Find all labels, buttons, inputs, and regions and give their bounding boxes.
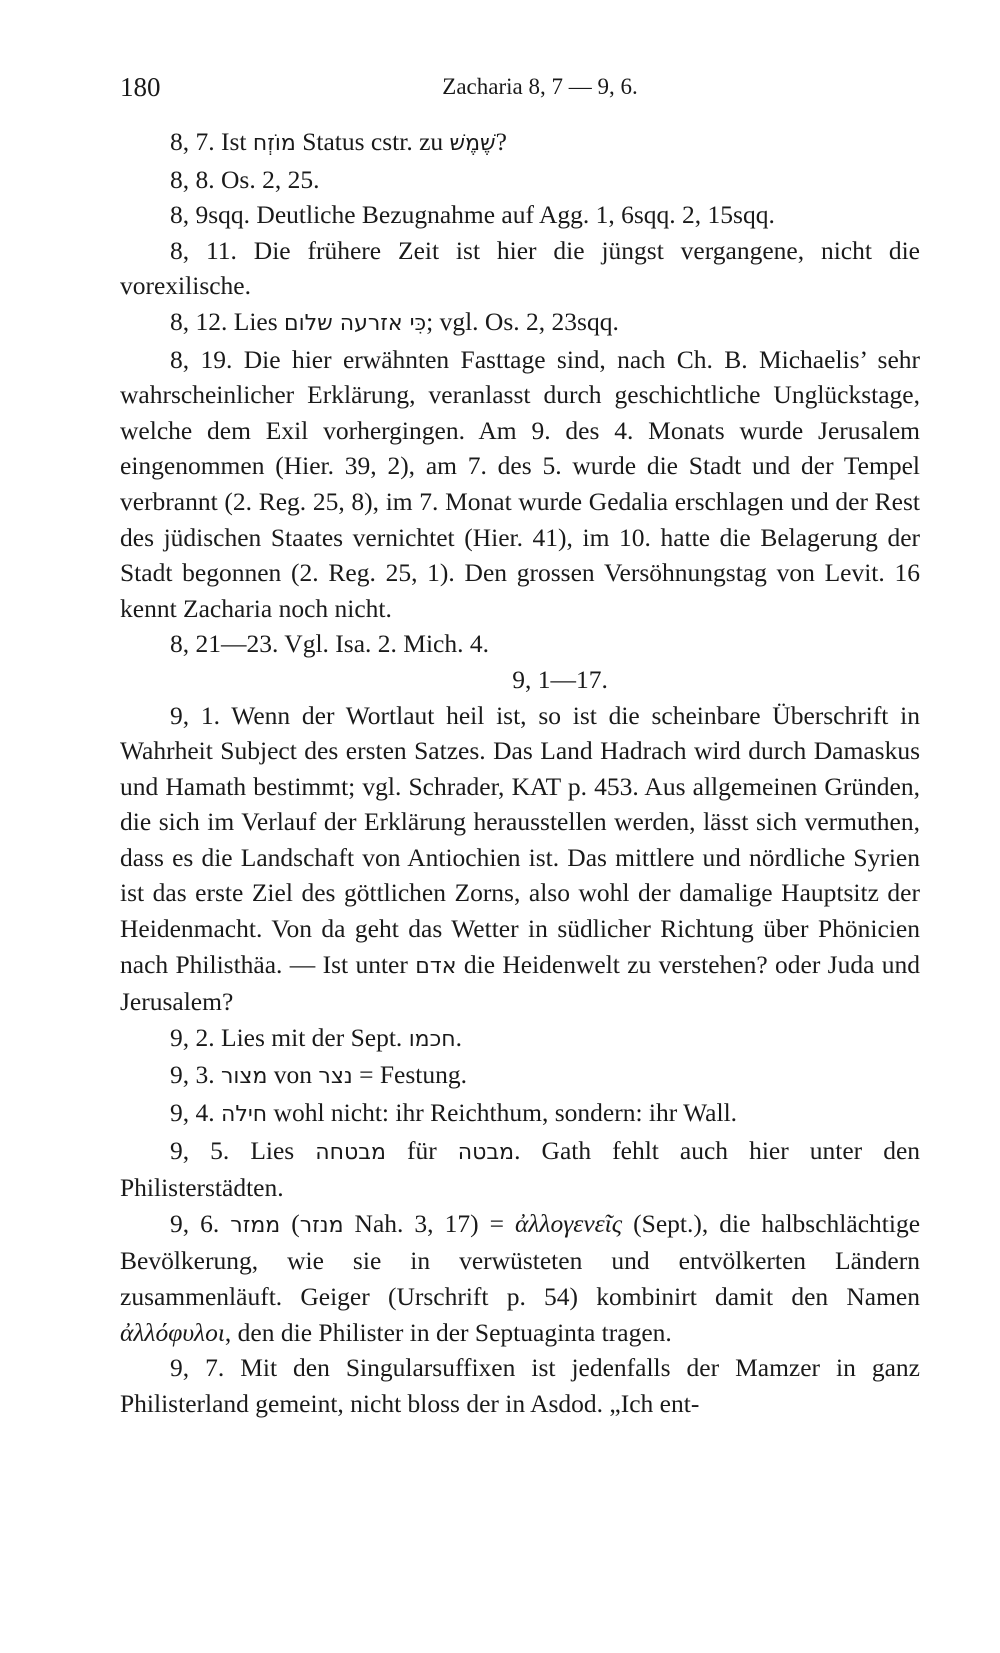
note-8-9 xyxy=(120,197,920,233)
hebrew-text: מצור xyxy=(221,1064,268,1090)
text-run: die Heidenwelt zu verstehen? oder Juda und Jerusalem? xyxy=(120,949,920,1017)
text-run: 9, 6. xyxy=(170,1208,231,1238)
greek-text: ἀλλογενεῖς xyxy=(515,1208,623,1238)
hebrew-text: חכמו xyxy=(408,1026,456,1052)
text-run: Nah. 3, 17) = xyxy=(343,1208,515,1238)
note-8-7 xyxy=(120,124,920,162)
text-run: ; vgl. Os. 2, 23sqq. xyxy=(426,306,619,336)
text-run: von xyxy=(267,1060,319,1090)
hebrew-text: נצר xyxy=(318,1064,353,1090)
text-run: = Festung. xyxy=(352,1060,467,1090)
hebrew-text: אדם xyxy=(415,953,457,979)
note-9-4 xyxy=(120,1095,920,1133)
text-run: Status cstr. zu xyxy=(295,127,450,156)
note-9-2 xyxy=(120,1020,920,1058)
note-9-3 xyxy=(120,1057,920,1095)
text-run: 8, 7. Ist xyxy=(170,127,253,156)
text-run: ( xyxy=(280,1208,300,1238)
text-run: 8, 12. Lies xyxy=(170,306,285,336)
hebrew-text: ממזר xyxy=(230,1212,281,1238)
text-run: . xyxy=(455,1022,463,1052)
running-head: Zacharia 8, 7 — 9, 6. xyxy=(442,74,638,99)
text-run: . Gath fehlt auch hier unter den Philisterstädten. xyxy=(120,1135,921,1203)
greek-text: ἀλλόφυλοι xyxy=(120,1317,225,1347)
hebrew-text: חילה xyxy=(221,1102,268,1128)
page-header xyxy=(120,72,950,112)
text-run: wohl nicht: ihr Reichthum, sondern: ihr Wall. xyxy=(267,1098,738,1128)
text-run: 9, 1. Wenn der Wortlaut heil ist, so ist die scheinbare Überschrift in Wahrheit Subject des ersten Satzes. Das Land Hadrach wird durch Damaskus und Hamath bestimmt; vgl. Schrader, KAT p. 453. Aus allgemeinen Gründen, die sich im Verlauf der Erklärung herausstellen werden, lässt sich vermuthen, dass es die Landschaft von Antiochien ist. Das mittlere und nördliche Syrien ist das erste Ziel des göttlichen Zorns, also wohl der damalige Hauptsitz der Heidenmacht. Von da geht das Wetter in südlicher Richtung über Phönicien nach Philisthäa. — Ist unter xyxy=(120,700,920,979)
note-9-7 xyxy=(120,1350,920,1421)
text-run: 8, 21—23. Vgl. Isa. 2. Mich. 4. xyxy=(170,629,489,659)
text-run: 9, 1—17. xyxy=(512,664,608,694)
note-8-8 xyxy=(120,162,920,198)
text-run: ? xyxy=(495,127,507,156)
text-run: 8, 19. Die hier erwähnten Fasttage sind, nach Ch. B. Michaelis’ sehr wahrscheinlicher Erklärung, veranlasst durch geschichtliche Unglückstage, welche dem Exil vorhergingen. Am 9. des 4. Monats wurde Jerusalem eingenommen (Hier. 39, 2), am 7. des 5. wurde die Stadt und der Tempel verbrannt (2. Reg. 25, 8), im 7. Monat wurde Gedalia erschlagen und der Rest des jüdischen Staates vernichtet (Hier. 41), im 10. hatte die Belagerung der Stadt begonnen (2. Reg. 25, 1). Den grossen Versöhnungstag von Levit. 16 kennt Zacharia noch nicht. xyxy=(120,344,920,623)
note-8-19 xyxy=(120,342,920,627)
note-9-5 xyxy=(120,1133,920,1206)
text-run: 8, 9sqq. Deutliche Bezugnahme auf Agg. 1, 6sqq. 2, 15sqq. xyxy=(170,200,775,230)
hebrew-text: מנזר xyxy=(299,1212,344,1238)
page-number: 180 xyxy=(120,72,161,102)
text-run: , den die Philister in der Septuaginta tragen. xyxy=(224,1317,672,1347)
note-9-1 xyxy=(120,698,920,1020)
text-run: 9, 3. xyxy=(170,1060,221,1090)
hebrew-text: מבטחה xyxy=(315,1139,386,1165)
page-body xyxy=(120,124,920,1421)
note-8-12 xyxy=(120,304,920,342)
text-run: 9, 7. Mit den Singularsuffixen ist jedenfalls der Mamzer in ganz Philisterland gemeint, nicht bloss der in Asdod. „Ich ent- xyxy=(120,1353,920,1418)
text-run: (Sept.), die halbschlächtige Bevölkerung, wie sie in verwüsteten und entvölkerten Ländern zusammenläuft. Geiger (Urschrift p. 54) kombinirt damit den Namen xyxy=(120,1208,921,1311)
text-run: 8, 11. Die frühere Zeit ist hier die jüngst vergangene, nicht die vorexilische. xyxy=(120,235,920,301)
text-run: 8, 8. Os. 2, 25. xyxy=(170,164,320,194)
note-9-6 xyxy=(120,1206,920,1350)
section-heading xyxy=(120,662,920,698)
text-run: 9, 2. Lies mit der Sept. xyxy=(170,1022,409,1052)
text-run: für xyxy=(385,1135,458,1165)
hebrew-text: מבטה xyxy=(457,1139,515,1165)
text-run: 9, 4. xyxy=(170,1098,221,1128)
hebrew-text: שֶׁמֶשׁ xyxy=(449,131,496,156)
note-8-21 xyxy=(120,626,920,662)
hebrew-text: כִּי אזרעה שלום xyxy=(284,310,427,336)
text-run: 9, 5. Lies xyxy=(170,1135,316,1165)
hebrew-text: מוֹזְח xyxy=(252,131,296,156)
note-8-11 xyxy=(120,233,920,304)
